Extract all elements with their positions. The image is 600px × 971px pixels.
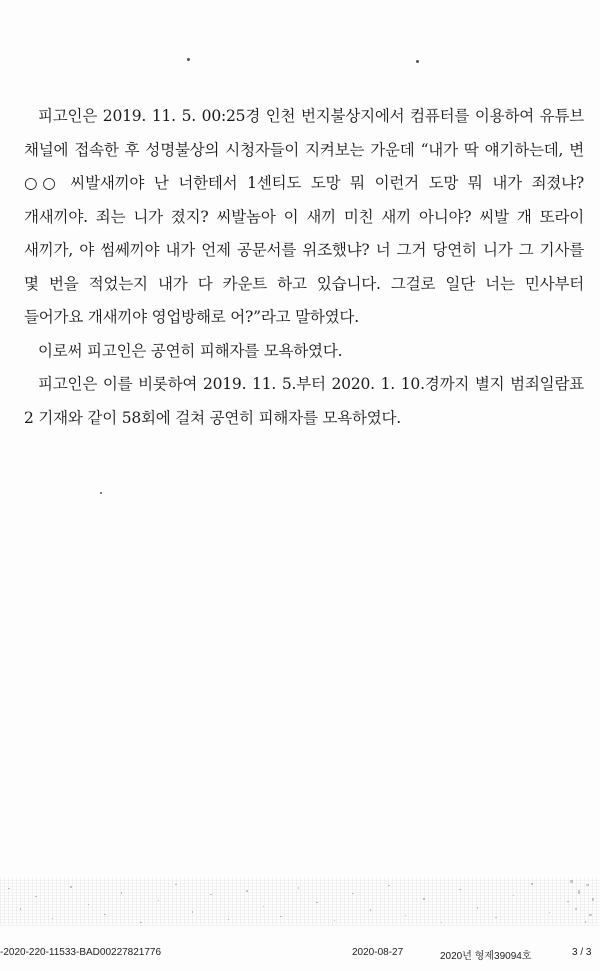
document-body bbox=[24, 100, 584, 435]
scan-noise-pattern bbox=[0, 878, 600, 926]
footer-date: 2020-08-27 bbox=[352, 947, 404, 958]
scan-speck bbox=[416, 60, 419, 63]
scan-speck bbox=[100, 492, 102, 494]
footer-page-number: 3 / 3 bbox=[572, 947, 592, 958]
scan-noise-band bbox=[0, 878, 600, 926]
paragraph-facts: 피고인은 2019. 11. 5. 00:25경 인천 번지불상지에서 컴퓨터를 이용하여 유튜브 채널에 접속한 후 성명불상의 시청자들이 지켜보는 가운데 “내가 딱 얘기하는데, 변○○ 씨발새끼야 난 너한테서 1센티도 도망 뭐 이런거 도망 뭐 내가 죄졌냐? 개새끼야. 죄는 니가 졌지? 씨발놈아 이 새끼 미친 새끼 아니야? 씨발 개 또라이 새끼가, 야 썸쎄끼야 내가 언제 공문서를 위조했냐? 너 그거 당연히 니가 그 기사를 몇 번을 적었는지 내가 다 카운트 하고 있습니다. 그걸로 일단 너는 민사부터 들어가요 개새끼야 영업방해로 어?”라고 말하였다. bbox=[24, 107, 584, 326]
scan-speck bbox=[187, 58, 190, 61]
page-footer bbox=[0, 943, 600, 965]
paragraph-additional-counts: 피고인은 이를 비롯하여 2019. 11. 5.부터 2020. 1. 10.경까지 별지 범죄일람표 2 기재와 같이 58회에 걸쳐 공연히 피해자를 모욕하였다. bbox=[24, 375, 584, 427]
footer-case-number: 2020년 형제39094호 bbox=[440, 951, 532, 962]
footer-document-id: -2020-220-11533-BAD00227821776 bbox=[0, 947, 162, 958]
paragraph-conclusion: 이로써 피고인은 공연히 피해자를 모욕하였다. bbox=[38, 341, 343, 360]
